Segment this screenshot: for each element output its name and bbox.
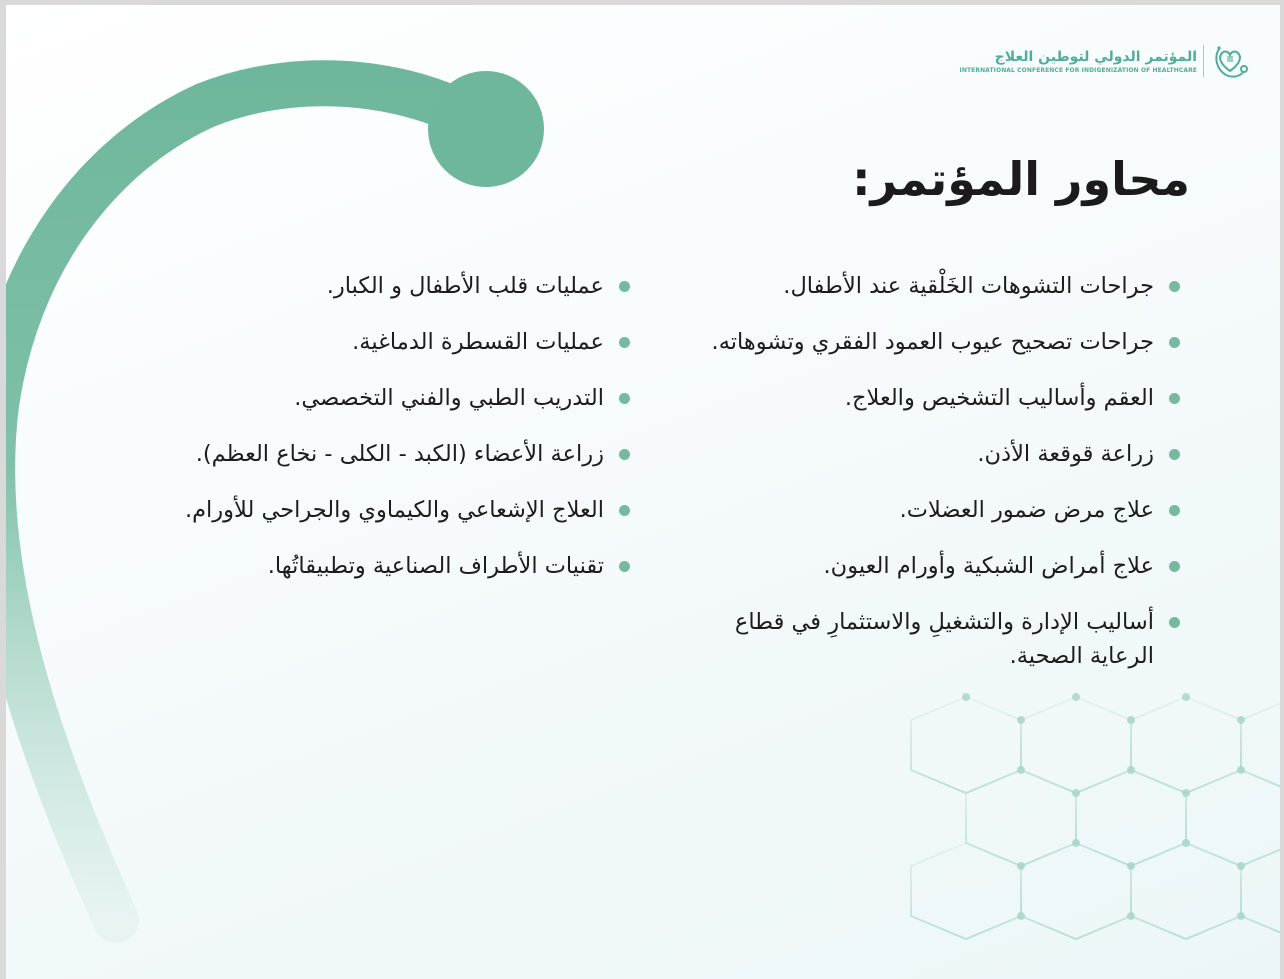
list-item — [70, 325, 630, 359]
list-item — [70, 381, 630, 415]
topic-text: التدريب الطبي والفني التخصصي. — [294, 385, 604, 411]
topic-text: علاج أمراض الشبكية وأورام العيون. — [823, 553, 1154, 579]
topic-text: عمليات القسطرة الدماغية. — [352, 329, 604, 355]
list-item — [70, 437, 630, 471]
topic-text: تقنيات الأطراف الصناعية وتطبيقاتُها. — [267, 553, 604, 579]
list-item — [670, 325, 1180, 359]
page-title: محاور المؤتمر: — [852, 152, 1190, 206]
logo-english-name: INTERNATIONAL CONFERENCE FOR INDIGENIZATION OF HEALTHCARE — [959, 66, 1197, 74]
list-item — [70, 493, 630, 527]
arc-end-circle — [428, 71, 544, 187]
bullet-dot-icon — [1169, 281, 1180, 292]
list-item — [70, 269, 630, 303]
bullet-dot-icon — [1169, 449, 1180, 460]
bullet-dot-icon — [1169, 617, 1180, 628]
topics-list-left — [70, 269, 630, 605]
topic-text: زراعة الأعضاء (الكبد - الكلى - نخاع العظم). — [195, 441, 604, 467]
bullet-dot-icon — [619, 449, 630, 460]
topic-text: أساليب الإدارة والتشغيلِ والاستثمارِ في قطاع الرعاية الصحية. — [734, 609, 1154, 669]
logo-text — [960, 48, 1198, 75]
list-item — [670, 605, 1180, 673]
topic-text: العقم وأساليب التشخيص والعلاج. — [844, 385, 1154, 411]
topics-list-right — [670, 269, 1180, 695]
topic-text: علاج مرض ضمور العضلات. — [899, 497, 1154, 523]
list-item — [670, 549, 1180, 583]
topic-text: العلاج الإشعاعي والكيماوي والجراحي للأورام. — [184, 497, 604, 523]
hexagon-pattern — [911, 697, 1280, 939]
bullet-dot-icon — [619, 393, 630, 404]
bullet-dot-icon — [1169, 561, 1180, 572]
bullet-dot-icon — [1169, 505, 1180, 516]
list-item — [670, 493, 1180, 527]
topic-text: عمليات قلب الأطفال و الكبار. — [326, 273, 604, 299]
stethoscope-heart-icon — [1210, 41, 1250, 81]
slide — [6, 5, 1280, 979]
bullet-dot-icon — [619, 281, 630, 292]
bullet-dot-icon — [619, 337, 630, 348]
bullet-dot-icon — [619, 505, 630, 516]
logo-divider — [1203, 45, 1204, 77]
list-item — [670, 269, 1180, 303]
hexagon-nodes — [962, 693, 1245, 920]
logo-arabic-name: المؤتمر الدولي لتوطين العلاج — [994, 48, 1197, 65]
conference-logo — [960, 41, 1251, 81]
topic-text: زراعة قوقعة الأذن. — [977, 441, 1154, 467]
bullet-dot-icon — [1169, 337, 1180, 348]
list-item — [670, 381, 1180, 415]
topic-text: جراحات تصحيح عيوب العمود الفقري وتشوهاته. — [711, 329, 1154, 355]
bullet-dot-icon — [1169, 393, 1180, 404]
list-item — [70, 549, 630, 583]
bullet-dot-icon — [619, 561, 630, 572]
list-item — [670, 437, 1180, 471]
topic-text: جراحات التشوهات الخَلْقية عند الأطفال. — [783, 273, 1154, 299]
